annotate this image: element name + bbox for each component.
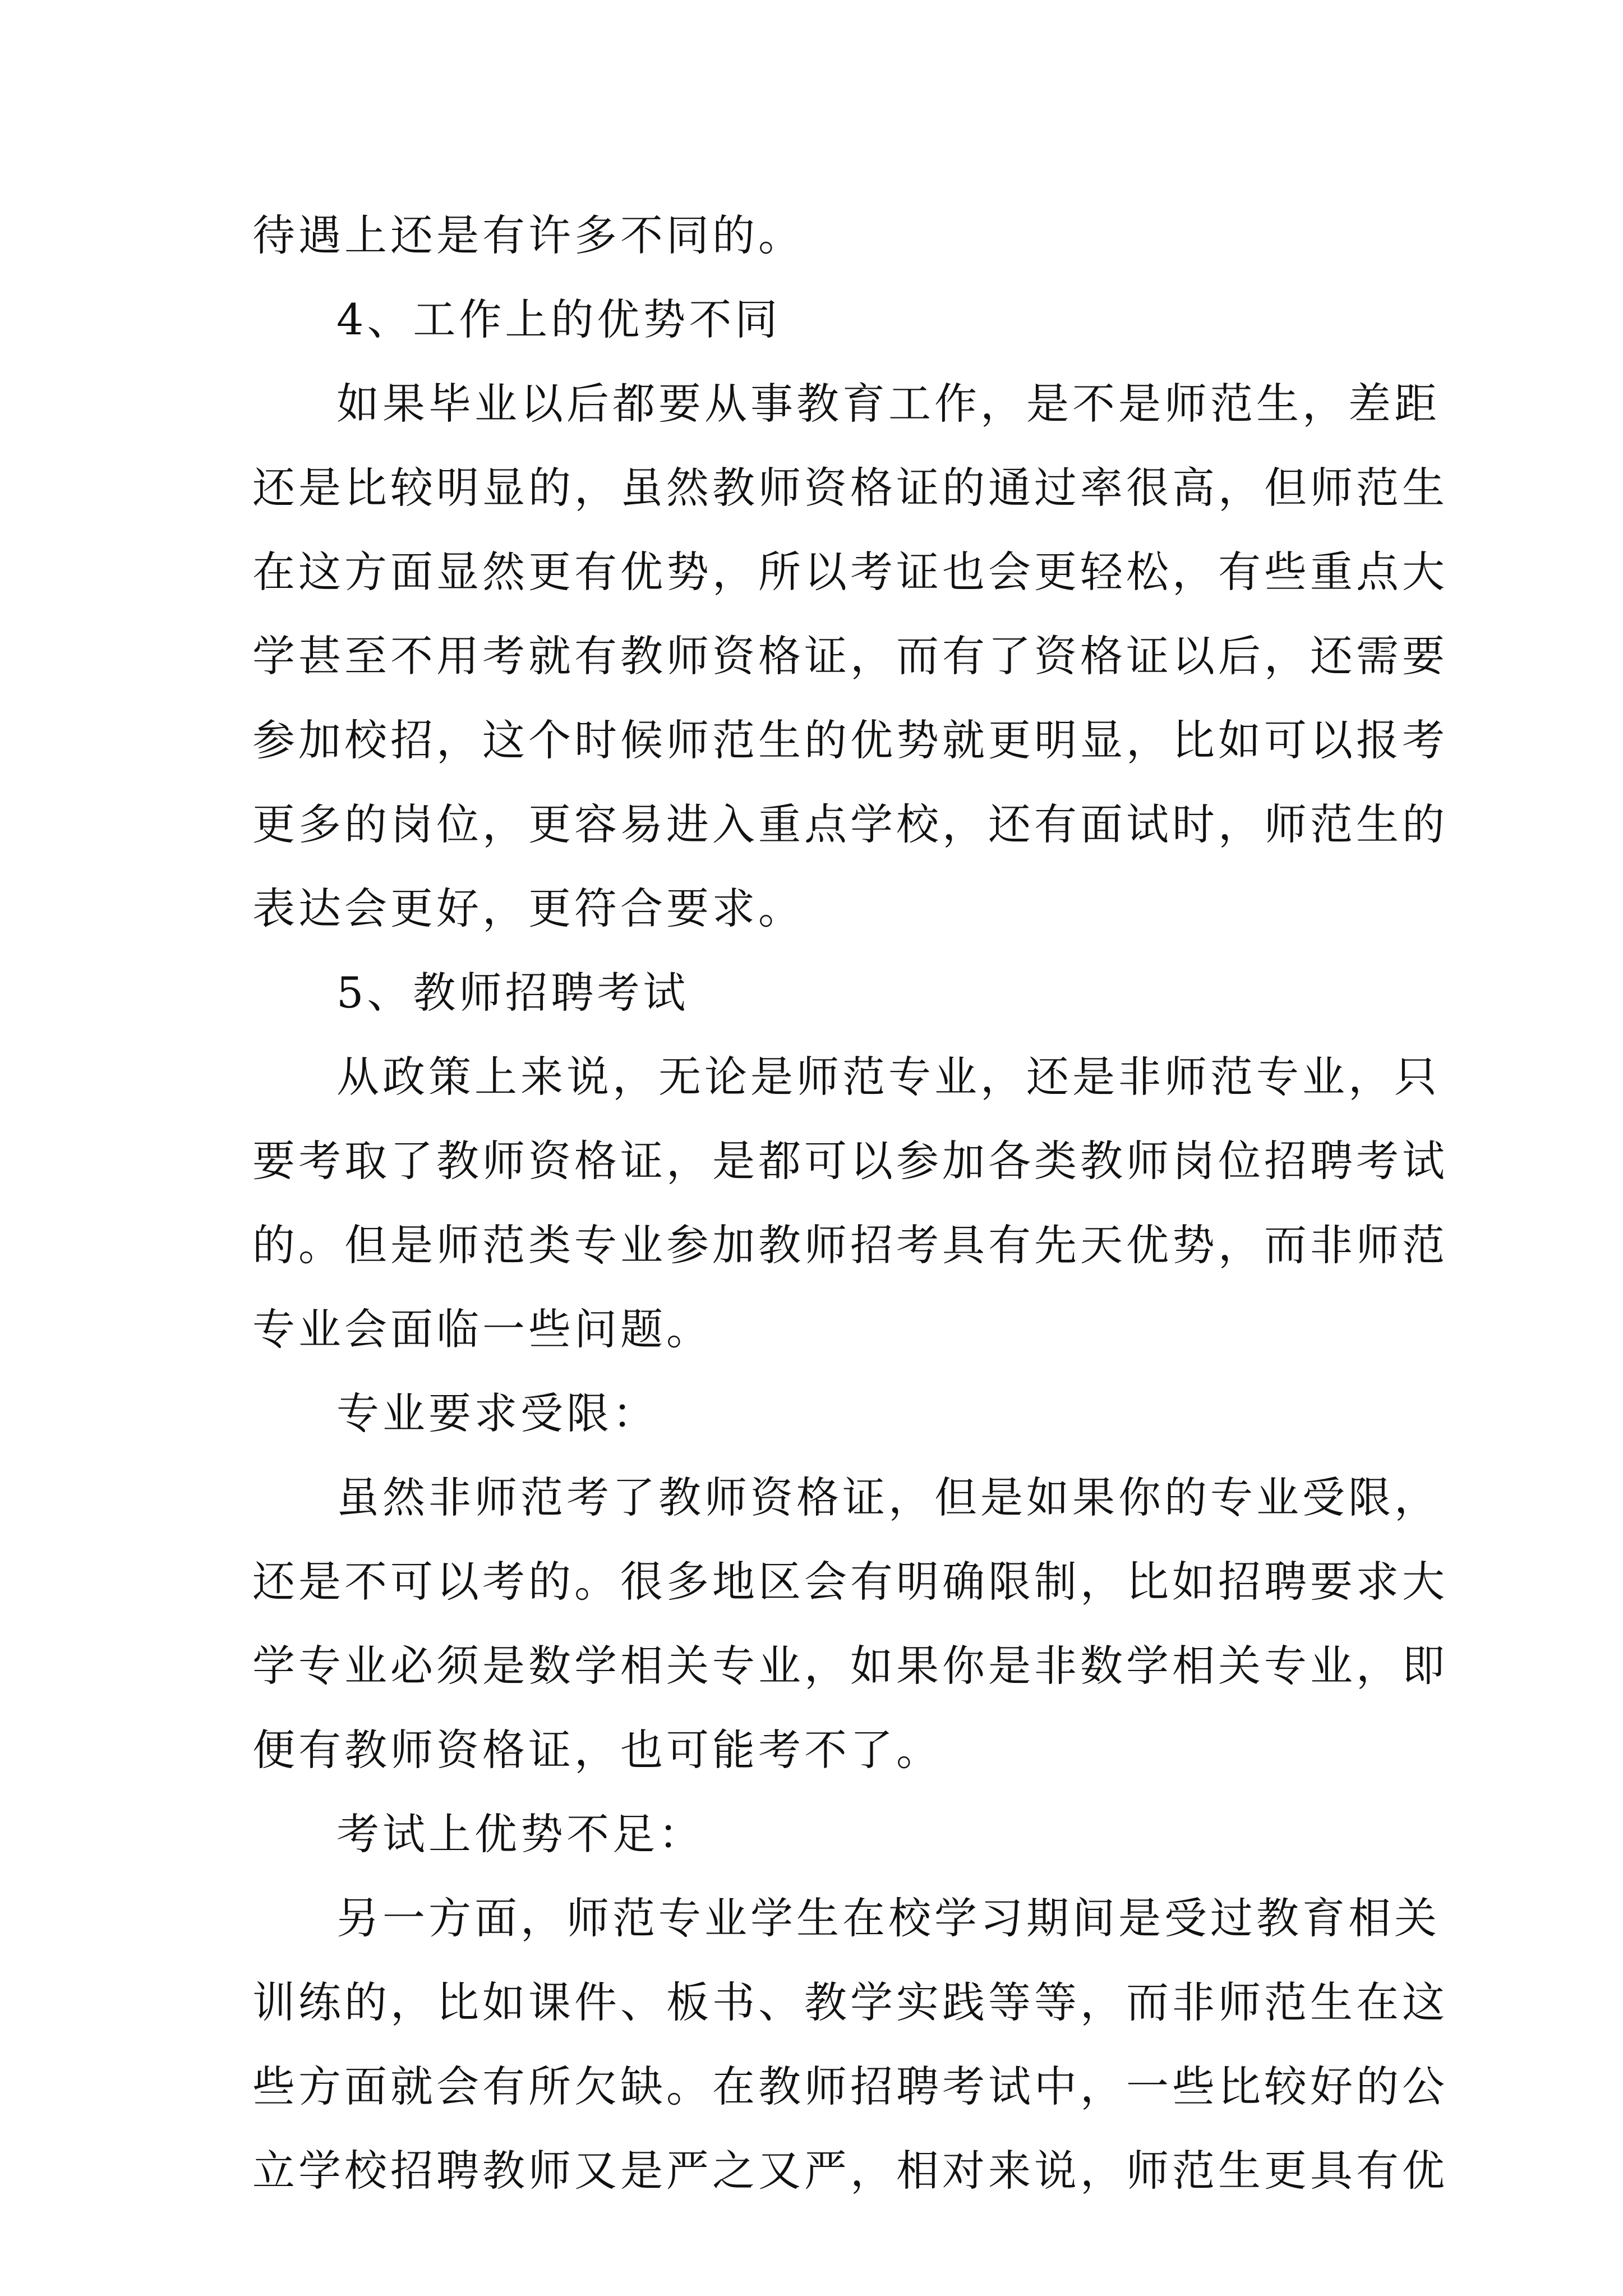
- text-line: 表达会更好，更符合要求。: [252, 884, 804, 933]
- text-line: 参加校招，这个时候师范生的优势就更明显，比如可以报考: [252, 715, 1448, 765]
- text-line: 从政策上来说，无论是师范专业，还是非师范专业，只: [336, 1052, 1440, 1102]
- text-line: 便有教师资格证，也可能考不了。: [252, 1725, 942, 1775]
- text-line: 学甚至不用考就有教师资格证，而有了资格证以后，还需要: [252, 631, 1448, 681]
- section-heading: 4、工作上的优势不同: [336, 295, 781, 344]
- text-line: 虽然非师范考了教师资格证，但是如果你的专业受限，: [336, 1473, 1440, 1522]
- text-line: 还是比较明显的，虽然教师资格证的通过率很高，但师范生: [252, 463, 1448, 513]
- text-line: 在这方面显然更有优势，所以考证也会更轻松，有些重点大: [252, 547, 1448, 597]
- text-line: 还是不可以考的。很多地区会有明确限制，比如招聘要求大: [252, 1557, 1448, 1607]
- text-line: 更多的岗位，更容易进入重点学校，还有面试时，师范生的: [252, 799, 1448, 849]
- text-line: 另一方面，师范专业学生在校学习期间是受过教育相关: [336, 1893, 1440, 1943]
- text-line: 待遇上还是有许多不同的。: [252, 210, 804, 260]
- section-heading: 5、教师招聘考试: [336, 968, 689, 1018]
- subheading: 考试上优势不足：: [336, 1809, 704, 1859]
- text-line: 立学校招聘教师又是严之又严，相对来说，师范生更具有优: [252, 2146, 1448, 2196]
- text-line: 要考取了教师资格证，是都可以参加各类教师岗位招聘考试: [252, 1136, 1448, 1186]
- text-line: 的。但是师范类专业参加教师招考具有先天优势，而非师范: [252, 1220, 1448, 1270]
- text-line: 如果毕业以后都要从事教育工作，是不是师范生，差距: [336, 379, 1440, 429]
- text-line: 些方面就会有所欠缺。在教师招聘考试中，一些比较好的公: [252, 2062, 1448, 2111]
- text-line: 训练的，比如课件、板书、教学实践等等，而非师范生在这: [252, 1977, 1448, 2027]
- text-line: 专业会面临一些问题。: [252, 1304, 712, 1354]
- subheading: 专业要求受限：: [336, 1388, 658, 1438]
- text-line: 学专业必须是数学相关专业，如果你是非数学相关专业，即: [252, 1641, 1448, 1691]
